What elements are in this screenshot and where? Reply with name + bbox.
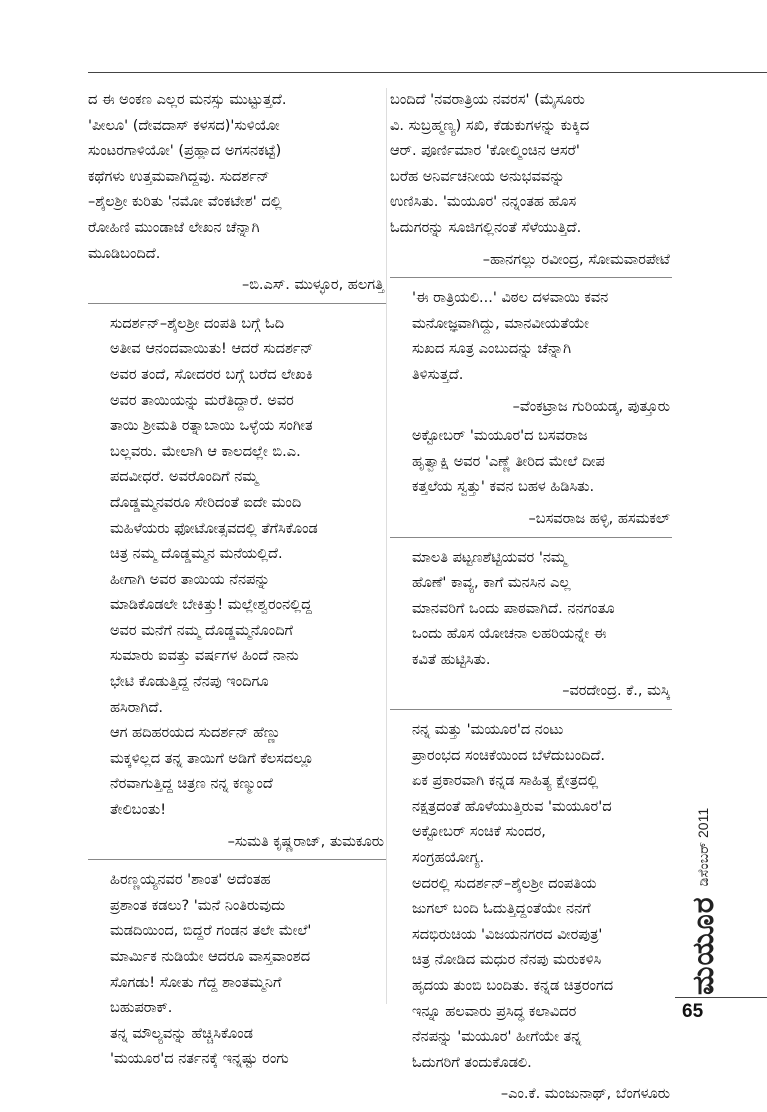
text-line: ನಕ್ಷತ್ರದಂತೆ ಹೊಳೆಯುತ್ತಿರುವ 'ಮಯೂರ'ದ bbox=[412, 798, 612, 815]
text-line: ಮಾಲತಿ ಪಟ್ಟಣಶೆಟ್ಟಿಯವರ 'ನಮ್ಮ bbox=[412, 549, 567, 566]
text-line: ಚಿತ್ರ ನೋಡಿದ ಮಧುರ ನೆನಪು ಮರುಕಳಿಸಿ bbox=[412, 952, 602, 969]
text-line: ಸುಖದ ಸೂತ್ರ ಎಂಬುದನ್ನು ಚೆನ್ನಾಗಿ bbox=[412, 341, 572, 358]
letter-signature: –ವೆಂಕಟ್ರಾಜ ಗುರಿಯಡ್ಕ, ಪುತ್ತೂರು bbox=[512, 398, 670, 415]
letter-signature: –ಬಿ.ಎಸ್. ಮುಳ್ಳೂರ, ಹಲಗತ್ತಿ bbox=[241, 277, 384, 294]
letter-paragraph bbox=[390, 424, 672, 501]
text-line: ಕವಿತೆ ಹುಟ್ಟಿಸಿತು. bbox=[412, 651, 491, 668]
text-line: ಪ್ರಶಾಂತ ಕಡಲು? 'ಮನೆ ನಿಂತಿರುವುದು bbox=[110, 897, 286, 914]
text-line: 'ಮಯೂರ'ದ ನರ್ತನಕ್ಕೆ ಇನ್ನಷ್ಟು ರಂಗು bbox=[110, 1051, 289, 1068]
page-number: 65 bbox=[682, 1001, 704, 1022]
text-line: ಸುದರ್ಶನ್–ಶೈಲಶ್ರೀ ದಂಪತಿ ಬಗ್ಗೆ ಓದಿ bbox=[110, 315, 285, 332]
text-line: ಹಸಿರಾಗಿದೆ. bbox=[110, 699, 164, 716]
issue-date: ಡಿಸೆಂಬರ್ 2011 bbox=[694, 807, 711, 887]
text-line: ಪ್ರಾರಂಭದ ಸಂಚಿಕೆಯಿಂದ ಬೆಳೆದುಬಂದಿದೆ. bbox=[412, 747, 606, 764]
text-line: ತಿಳಿಸುತ್ತದೆ. bbox=[412, 366, 464, 383]
text-line: ತೇಲಿಬಂತು! bbox=[110, 802, 167, 819]
text-line: ನೆರವಾಗುತ್ತಿದ್ದ ಚಿತ್ರಣ ನನ್ನ ಕಣ್ಮುಂದೆ bbox=[110, 776, 273, 793]
text-line: ಸುಮಾರು ಐವತ್ತು ವರ್ಷಗಳ ಹಿಂದೆ ನಾನು bbox=[110, 648, 299, 665]
text-line: ಓದುಗರಿಗೆ ತಂದುಕೊಡಲಿ. bbox=[412, 1054, 532, 1071]
text-line: ಉಣಿಸಿತು. 'ಮಯೂರ' ನನ್ನಂತಹ ಹೊಸ bbox=[390, 194, 577, 211]
text-line: –ಶೈಲಶ್ರೀ ಕುರಿತು 'ನಮೋ ವೆಂಕಟೇಶ' ದಲ್ಲಿ bbox=[88, 194, 282, 211]
letter-paragraph bbox=[390, 546, 672, 674]
letter-paragraph bbox=[88, 88, 386, 267]
text-line: ತಾಯಿ ಶ್ರೀಮತಿ ರತ್ನಾಬಾಯಿ ಒಳ್ಳೆಯ ಸಂಗೀತ bbox=[110, 418, 313, 435]
text-line: ಆಗ ಹದಿಹರಯದ ಸುದರ್ಶನ್ ಹೆಣ್ಣು bbox=[110, 725, 281, 742]
text-line: ಇನ್ನೂ ಹಲವಾರು ಪ್ರಸಿದ್ಧ ಕಲಾವಿದರ bbox=[412, 1003, 577, 1020]
text-line: ಬಲ್ಲವರು. ಮೇಲಾಗಿ ಆ ಕಾಲದಲ್ಲೇ ಬಿ.ಎ. bbox=[110, 443, 301, 460]
letter-paragraph bbox=[390, 872, 672, 1077]
text-line: ಹೀಗಾಗಿ ಅವರ ತಾಯಿಯ ನೆನಪನ್ನು bbox=[110, 571, 270, 588]
text-line: ಹೃತ್ವಾಕ್ಷಿ ಅವರ 'ಎಣ್ಣೆ ತೀರಿದ ಮೇಲೆ ದೀಪ bbox=[412, 453, 605, 470]
left-column bbox=[88, 88, 386, 1073]
text-line: ಪದವೀಧರೆ. ಅವರೊಂದಿಗೆ ನಮ್ಮ bbox=[110, 469, 259, 486]
footer-rule bbox=[675, 997, 767, 998]
letter-signature: –ಬಸವರಾಜ ಹಳ್ಳಿ, ಹಸಮಕಲ್ bbox=[528, 510, 670, 527]
text-line: ಹೃದಯ ತುಂಬಿ ಬಂದಿತು. ಕನ್ನಡ ಚಿತ್ರರಂಗದ bbox=[412, 978, 614, 994]
text-line: ವಿ. ಸುಬ್ರಹ್ಮಣ್ಯ) ಸಖಿ, ಕೆಡುಕುಗಳನ್ನು ಕುಕ್ಕಿದ bbox=[390, 117, 590, 134]
text-line: ಸುಂಟರಗಾಳಿಯೋ' (ಪ್ರಹ್ಲಾದ ಅಗಸನಕಟ್ಟೆ) bbox=[88, 143, 282, 160]
text-line: ನೆನಪನ್ನು 'ಮಯೂರ' ಹೀಗೆಯೇ ತನ್ನ bbox=[412, 1029, 582, 1046]
text-line: ಬಹುಪರಾಕ್. bbox=[110, 1000, 173, 1017]
text-line: ಹೊಣೆ' ಕಾವ್ಯ, ಕಾಗೆ ಮನಸಿನ ಎಲ್ಲ bbox=[412, 575, 571, 592]
column-divider bbox=[386, 88, 387, 1004]
text-line: ಜುಗಲ್ ಬಂದಿ ಓದುತ್ತಿದ್ದಂತೆಯೇ ನನಗೆ bbox=[412, 901, 591, 918]
letter-paragraph bbox=[88, 868, 386, 1022]
separator bbox=[390, 537, 672, 538]
text-line: ತನ್ನ ಮೌಲ್ಯವನ್ನು ಹೆಚ್ಚಿಸಿಕೊಂಡ bbox=[110, 1025, 253, 1042]
text-line: ಮಡದಿಯಿಂದ, ಬಿದ್ದರೆ ಗಂಡನ ತಲೇ ಮೇಲೆ' bbox=[110, 923, 312, 940]
letter-paragraph bbox=[88, 1022, 386, 1073]
text-line: ಮಾಡಿಕೊಡಲೇ ಬೇಕಿತ್ತು! ಮಲ್ಲೇಶ್ವರಂನಲ್ಲಿದ್ದ bbox=[110, 597, 312, 614]
text-line: ಅಕ್ಟೋಬರ್ ಸಂಚಿಕೆ ಸುಂದರ, bbox=[412, 824, 546, 841]
letter-signature: –ಹಾನಗಲ್ಲು ರವೀಂದ್ರ, ಸೋಮವಾರಪೇಟೆ bbox=[482, 251, 670, 268]
text-line: ಅವರ ತಾಯಿಯನ್ನು ಮರೆತಿದ್ದಾರೆ. ಅವರ bbox=[110, 392, 294, 409]
text-line: ಅತೀವ ಆನಂದವಾಯಿತು! ಆದರೆ ಸುದರ್ಶನ್ bbox=[110, 341, 314, 358]
text-line: ಭೇಟಿ ಕೊಡುತ್ತಿದ್ದ ನೆನಪು ಇಂದಿಗೂ bbox=[110, 674, 269, 691]
text-line: ಮಹಿಳೆಯರು ಫೋಟೋತ್ಸವದಲ್ಲಿ ತೆಗೆಸಿಕೊಂಡ bbox=[110, 520, 318, 537]
text-line: ಓದುಗರನ್ನು ಸೂಜಿಗಲ್ಲಿನಂತೆ ಸೆಳೆಯುತ್ತಿದೆ. bbox=[390, 219, 582, 236]
letter-paragraph bbox=[88, 312, 386, 722]
brand bbox=[683, 780, 723, 995]
letter-paragraph bbox=[390, 718, 672, 872]
separator bbox=[390, 709, 672, 710]
letter-paragraph bbox=[390, 286, 672, 388]
separator bbox=[88, 303, 386, 304]
text-line: ಬರೆಹ ಅನಿರ್ವಚನೀಯ ಅನುಭವವನ್ನು bbox=[390, 168, 565, 185]
text-line: ಆರ್. ಪೂರ್ಣಿಮಾರ 'ಕೋಲ್ಮಿಂಚಿನ ಆಸರೆ' bbox=[390, 143, 580, 160]
text-line: ಚಿತ್ರ ನಮ್ಮ ದೊಡ್ಡಮ್ಮನ ಮನೆಯಲ್ಲಿದೆ. bbox=[110, 546, 283, 563]
text-line: ಅಕ್ಟೋಬರ್ 'ಮಯೂರ'ದ ಬಸವರಾಜ bbox=[412, 428, 588, 445]
letter-signature: –ಎಂ.ಕೆ. ಮಂಜುನಾಥ್, ಬೆಂಗಳೂರು bbox=[500, 1086, 670, 1103]
text-line: ರೋಹಿಣಿ ಮುಂಡಾಜೆ ಲೇಖನ ಚೆನ್ನಾಗಿ bbox=[88, 219, 260, 236]
letter-paragraph bbox=[88, 721, 386, 823]
text-line: ಹಿರಣ್ಣಯ್ಯನವರ 'ಶಾಂತ' ಅದೆಂತಹ bbox=[110, 872, 271, 889]
text-line: ಅವರ ತಂದೆ, ಸೋದರರ ಬಗ್ಗೆ ಬರೆದ ಲೇಖಕಿ bbox=[110, 366, 313, 383]
text-line: ಸಂಗ್ರಹಯೋಗ್ಯ. bbox=[412, 850, 485, 867]
text-line: ಏಕ ಪ್ರಕಾರವಾಗಿ ಕನ್ನಡ ಸಾಹಿತ್ಯ ಕ್ಷೇತ್ರದಲ್ಲಿ bbox=[412, 773, 599, 790]
text-line: ಮಾರ್ಮಿಕ ನುಡಿಯೇ ಆದರೂ ವಾಸ್ತವಾಂಶದ bbox=[110, 949, 311, 965]
text-line: ಬಂದಿದೆ 'ನವರಾತ್ರಿಯ ನವರಸ' (ಮೈಸೂರು bbox=[390, 92, 585, 108]
text-line: ಮಾನವರಿಗೆ ಒಂದು ಪಾಠವಾಗಿದೆ. ನನಗಂತೂ bbox=[412, 600, 615, 617]
right-column bbox=[390, 88, 672, 1112]
text-line: 'ಈ ರಾತ್ರಿಯಲಿ...' ವಿಠಲ ದಳವಾಯಿ ಕವನ bbox=[412, 290, 609, 307]
letter-signature: –ವರದೇಂದ್ರ. ಕೆ., ಮಸ್ಕಿ bbox=[562, 683, 670, 700]
magazine-sidebar bbox=[683, 780, 723, 995]
text-line: 'ಪೀಲೂ' (ದೇವದಾಸ್ ಕಳಸದ)'ಸುಳಿಯೋ bbox=[88, 117, 280, 134]
text-line: ದ ಈ ಅಂಕಣ ಎಲ್ಲರ ಮನಸ್ಸು ಮುಟ್ಟುತ್ತದೆ. bbox=[88, 92, 287, 108]
text-line: ಕತ್ತಲೆಯ ಸ್ವತ್ತು' ಕವನ ಬಹಳ ಹಿಡಿಸಿತು. bbox=[412, 479, 595, 496]
text-line: ಮಕ್ಕಳಿಲ್ಲದ ತನ್ನ ತಾಯಿಗೆ ಅಡಿಗೆ ಕೆಲಸದಲ್ಲೂ bbox=[110, 750, 314, 767]
text-line: ನನ್ನ ಮತ್ತು 'ಮಯೂರ'ದ ನಂಟು bbox=[412, 722, 564, 739]
text-line: ಮನೋಜ್ಞವಾಗಿದ್ದು, ಮಾನವೀಯತೆಯೇ bbox=[412, 315, 589, 332]
text-line: ದೊಡ್ಡಮ್ಮನವರೂ ಸೇರಿದಂತೆ ಐದೇ ಮಂದಿ bbox=[110, 494, 302, 511]
text-line: ಕಥೆಗಳು ಉತ್ತಮವಾಗಿದ್ದವು. ಸುದರ್ಶನ್ bbox=[88, 168, 270, 185]
text-line: ಅದರಲ್ಲಿ ಸುದರ್ಶನ್–ಶೈಲಶ್ರೀ ದಂಪತಿಯ bbox=[412, 875, 597, 892]
text-line: ಸದಭಿರುಚಿಯ 'ವಿಜಯನಗರದ ವೀರಪುತ್ರ' bbox=[412, 926, 603, 943]
text-line: ಅವರ ಮನೆಗೆ ನಮ್ಮ ದೊಡ್ಡಮ್ಮನೊಂದಿಗೆ bbox=[110, 622, 293, 639]
letter-paragraph bbox=[390, 88, 672, 242]
letter-signature: –ಸುಮತಿ ಕೃಷ್ಣರಾಜ್, ತುಮಕೂರು bbox=[227, 833, 384, 850]
text-line: ಸೊಗಡು! ಸೋತು ಗೆದ್ದ ಶಾಂತಮ್ಮನಿಗೆ bbox=[110, 974, 282, 991]
text-line: ಮೂಡಿಬಂದಿದೆ. bbox=[88, 245, 161, 262]
separator bbox=[88, 859, 386, 860]
separator bbox=[390, 277, 672, 278]
text-line: ಒಂದು ಹೊಸ ಯೋಚನಾ ಲಹರಿಯನ್ನೇ ಈ bbox=[412, 626, 607, 643]
top-rule bbox=[88, 72, 767, 73]
magazine-logo: ಮಯೂರ bbox=[685, 896, 721, 995]
